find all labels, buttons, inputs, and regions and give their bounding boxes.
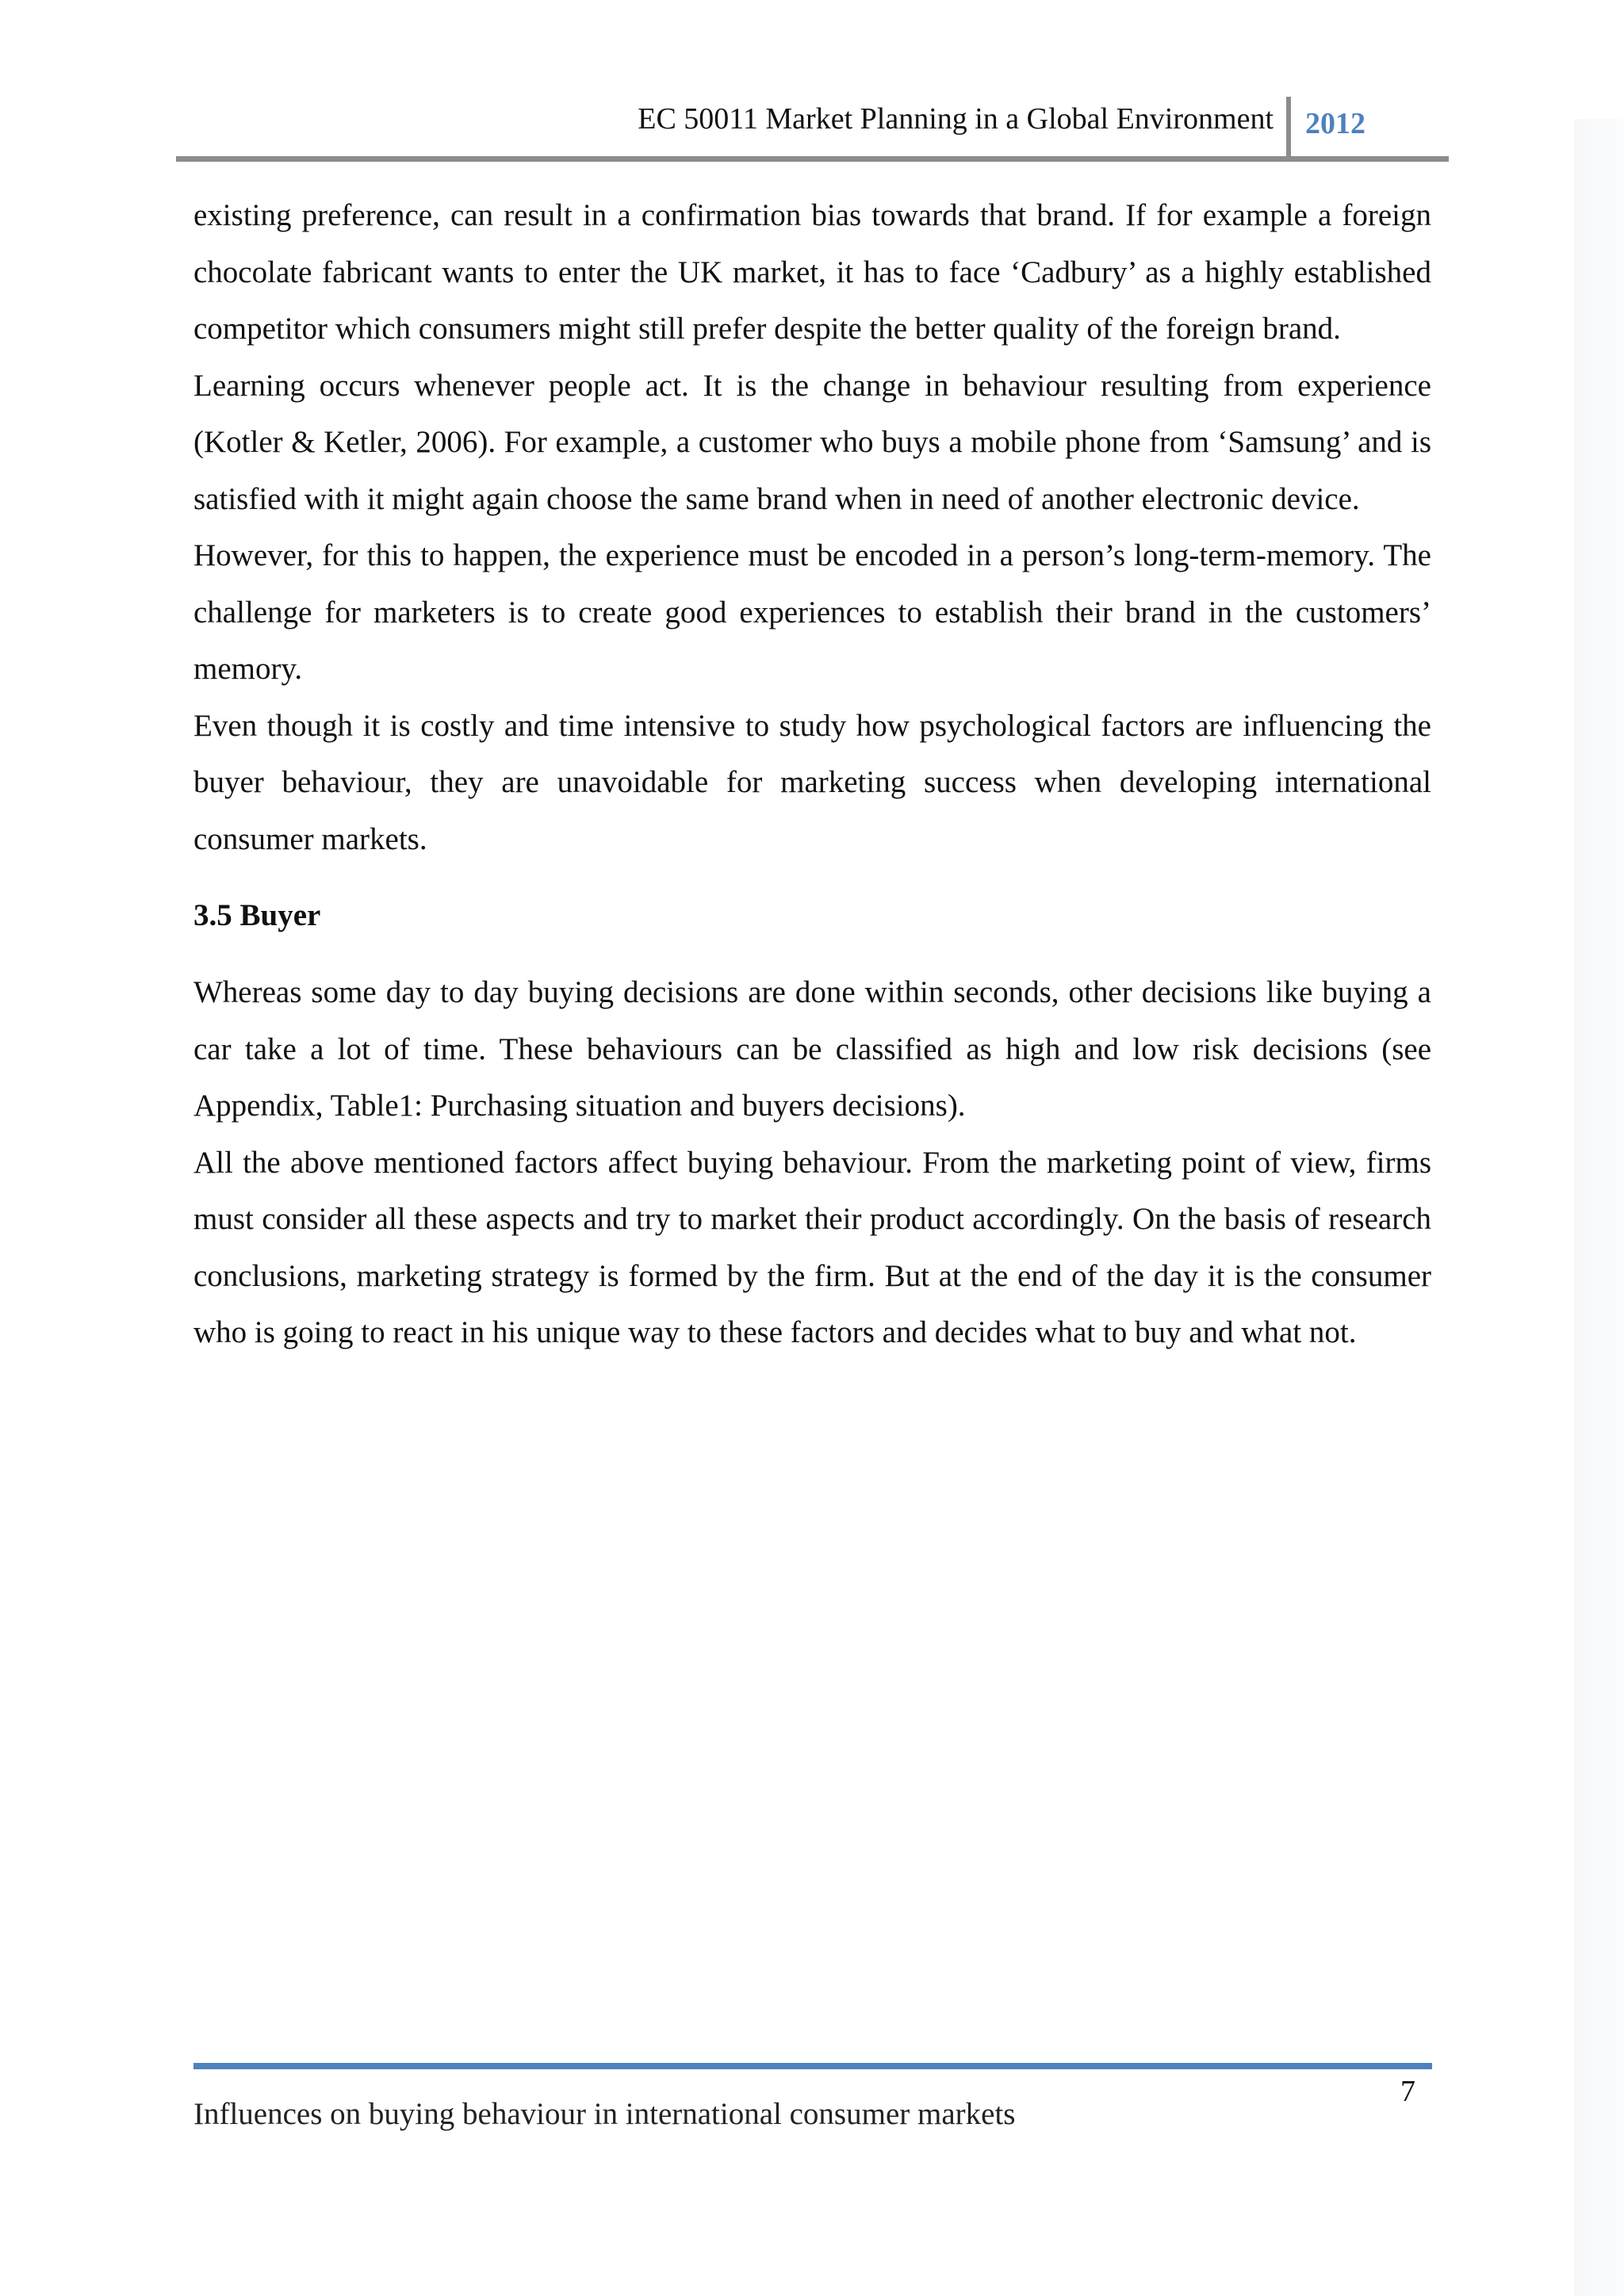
page-edge-shadow [1574,119,1624,2296]
header-rule [176,156,1449,162]
footer-rule [193,2063,1432,2069]
page-number: 7 [1400,2075,1415,2108]
header-separator [1286,97,1291,159]
header-course-title: EC 50011 Market Planning in a Global Environment [638,102,1274,136]
paragraph: Learning occurs whenever people act. It is the change in behaviour resulting from experience (Kotler & Ketler, 2006). For example, a customer who buys a mobile phone from ‘Samsung’ and is satisfied with it might again choose the same brand when in need of another electronic device. [193,368,1431,516]
paragraph: All the above mentioned factors affect buying behaviour. From the marketing point of view, firms must consider all these aspects and try to market their product accordingly. On the basis of research conclusions, marketing strategy is formed by the firm. But at the end of the day it is the consumer who is going to react in his unique way to these factors and decides what to buy and what not. [193,1145,1431,1349]
footer-document-title: Influences on buying behaviour in international consumer markets [193,2097,1016,2131]
paragraph: existing preference, can result in a confirmation bias towards that brand. If for example a foreign chocolate fabricant wants to enter the UK market, it has to face ‘Cadbury’ as a highly established competitor which consumers might still prefer despite the better quality of the foreign brand. [193,198,1431,346]
header-year: 2012 [1305,107,1365,140]
paragraph: However, for this to happen, the experience must be encoded in a person’s long-term-memory. The challenge for marketers is to create good experiences to establish their brand in the customers’ memory. [193,538,1431,686]
section-heading: 3.5 Buyer [193,898,321,932]
paragraph: Even though it is costly and time intensive to study how psychological factors are influencing the buyer behaviour, they are unavoidable for marketing success when developing international consumer markets. [193,708,1431,856]
paragraph: Whereas some day to day buying decisions are done within seconds, other decisions like buying a car take a lot of time. These behaviours can be classified as high and low risk decisions (see Appendix, Table1: Purchasing situation and buyers decisions). [193,975,1431,1123]
document-body [193,187,1431,1361]
